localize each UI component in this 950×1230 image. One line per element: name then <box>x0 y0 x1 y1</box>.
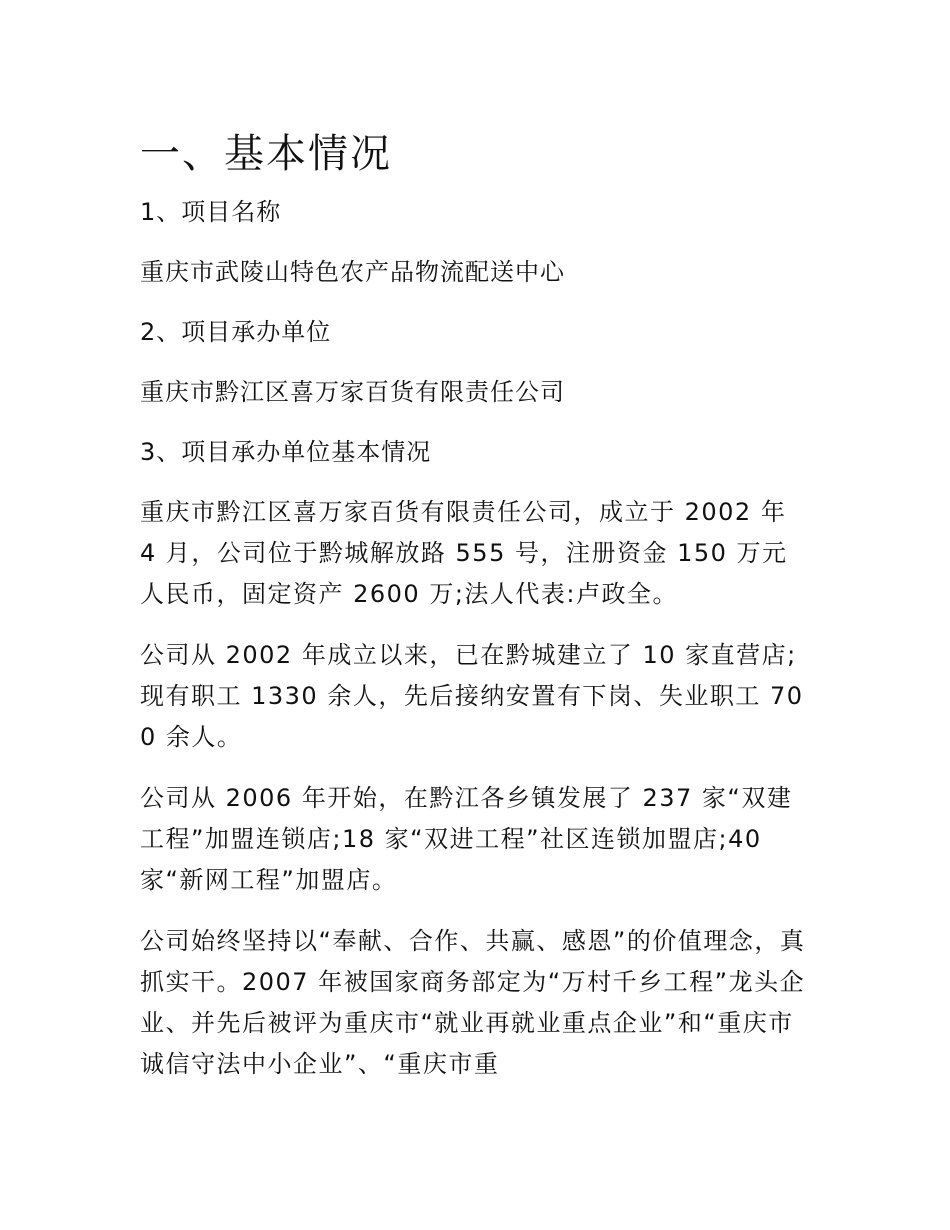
item-2-value: 重庆市黔江区喜万家百货有限责任公司 <box>140 378 565 406</box>
section-heading: 一、基本情况 <box>140 131 392 177</box>
paragraph-honors: 公司始终坚持以“奉献、合作、共赢、感恩”的价值理念，真抓实干。2007 年被国家商务部定为“万村千乡工程”龙头企业、并先后被评为重庆市“就业再就业重点企业”和“重庆市诚信守法中小企业”、“重庆市重 <box>140 927 806 1078</box>
item-3-label: 3、项目承办单位基本情况 <box>140 438 432 466</box>
document-body <box>140 128 810 1105</box>
paragraph-stores-and-staff: 公司从 2002 年成立以来，已在黔城建立了 10 家直营店;现有职工 1330 余人，先后接纳安置有下岗、失业职工 700 余人。 <box>140 641 804 751</box>
paragraph-franchise-network: 公司从 2006 年开始，在黔江各乡镇发展了 237 家“双建工程”加盟连锁店;18 家“双进工程”社区连锁加盟店;40 家“新网工程”加盟店。 <box>140 784 793 894</box>
item-1-label: 1、项目名称 <box>140 198 282 226</box>
paragraph-company-overview: 重庆市黔江区喜万家百货有限责任公司，成立于 2002 年 4 月，公司位于黔城解放路 555 号，注册资金 150 万元人民币，固定资产 2600 万;法人代表:卢政全。 <box>140 498 788 608</box>
item-2-label: 2、项目承办单位 <box>140 318 332 346</box>
item-1-value: 重庆市武陵山特色农产品物流配送中心 <box>140 258 565 286</box>
